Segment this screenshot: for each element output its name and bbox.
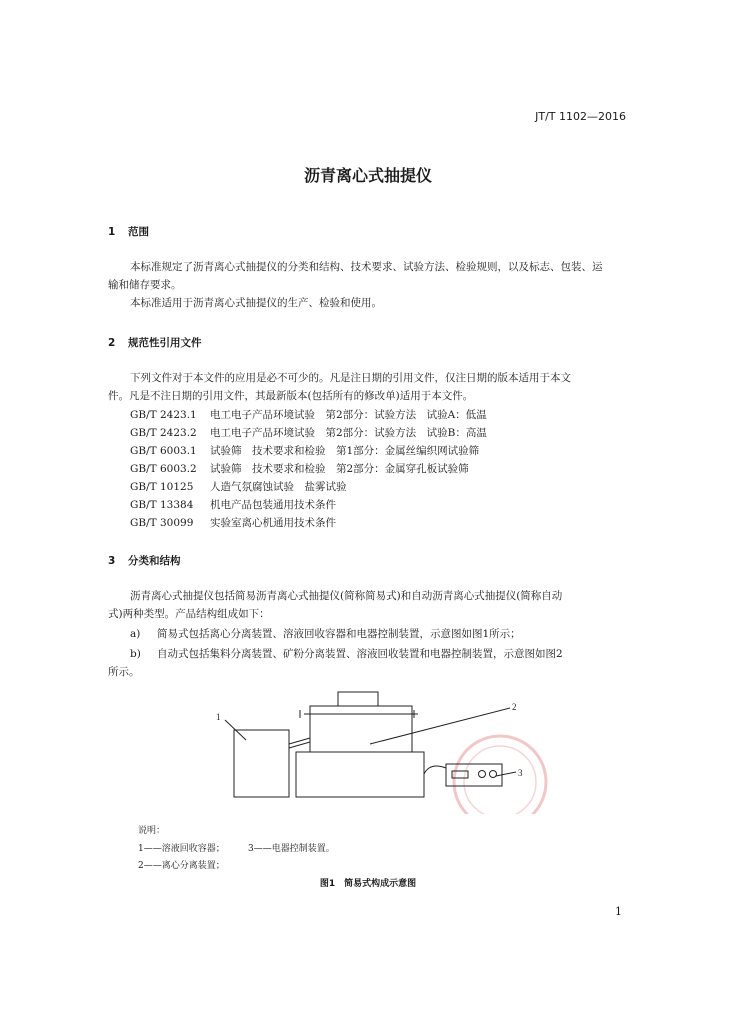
reference-item [130, 461, 469, 476]
figure-1-diagram [200, 684, 560, 814]
legend-item-3: 3——电器控制装置。 [248, 844, 335, 854]
legend-title: 说明： [138, 826, 166, 836]
reference-title: 人造气氛腐蚀试验 盐雾试验 [210, 481, 347, 493]
s2-intro-line-1: 下列文件对于本文件的应用是必不可少的。凡是注日期的引用文件，仅注日期的版本适用于本文 [130, 372, 571, 384]
reference-code: GB/T 2423.1 [130, 409, 197, 421]
callout-1: 1 [216, 712, 221, 722]
s1-paragraph-1-line-1: 本标准规定了沥青离心式抽提仪的分类和结构、技术要求、试验方法、检验规则，以及标志、包装、运 [130, 261, 603, 273]
section-3-heading [108, 553, 181, 568]
document-title: 沥青离心式抽提仪 [303, 166, 432, 185]
callout-2: 2 [512, 702, 517, 712]
reference-title: 实验室离心机通用技术条件 [210, 517, 336, 529]
reference-item [130, 497, 336, 512]
section-title: 范围 [128, 226, 149, 238]
legend-item-2: 2——离心分离装置； [138, 861, 225, 871]
list-item-b-text-line-2: 所示。 [108, 666, 140, 678]
s3-paragraph-line-1: 沥青离心式抽提仪包括简易沥青离心式抽提仪(简称简易式)和自动沥青离心式抽提仪(简称自动 [130, 590, 563, 602]
reference-title: 电工电子产品环境试验 第2部分：试验方法 试验B：高温 [210, 427, 487, 439]
reference-code: GB/T 10125 [130, 481, 194, 493]
reference-item [130, 425, 487, 440]
reference-code: GB/T 13384 [130, 499, 194, 511]
section-title: 规范性引用文件 [128, 337, 202, 349]
reference-title: 试验筛 技术要求和检验 第1部分：金属丝编织网试验筛 [210, 445, 480, 457]
section-1-heading [108, 224, 149, 239]
s1-paragraph-1-line-2: 输和储存要求。 [108, 279, 182, 291]
centrifuge-base [296, 752, 424, 797]
legend-item-1: 1——溶液回收容器； [138, 844, 225, 854]
section-number: 2 [108, 337, 116, 349]
reference-item [130, 407, 487, 422]
section-2-heading [108, 335, 202, 350]
reference-title: 机电产品包装通用技术条件 [210, 499, 336, 511]
reference-title: 试验筛 技术要求和检验 第2部分：金属穿孔板试验筛 [210, 463, 469, 475]
section-number: 3 [108, 555, 116, 567]
s3-paragraph-line-2: 式)两种类型。产品结构组成如下： [108, 608, 270, 620]
centrifuge-bowl [310, 706, 412, 752]
reference-code: GB/T 30099 [130, 517, 194, 529]
callout-3: 3 [518, 768, 523, 778]
list-item-b-marker: b) [130, 648, 141, 660]
reference-code: GB/T 2423.2 [130, 427, 197, 439]
standard-code-header: JT/T 1102—2016 [535, 110, 626, 123]
list-item-a-marker: a) [130, 628, 141, 640]
figure-1-caption: 图1 简易式构成示意图 [319, 879, 417, 889]
section-number: 1 [108, 226, 116, 238]
list-item-a-text: 简易式包括离心分离装置、溶液回收容器和电器控制装置，示意图如图1所示； [157, 628, 521, 640]
section-title: 分类和结构 [128, 555, 181, 567]
s2-intro-line-2: 件。凡是不注日期的引用文件，其最新版本(包括所有的修改单)适用于本文件。 [108, 390, 474, 402]
reference-code: GB/T 6003.2 [130, 463, 197, 475]
reference-code: GB/T 6003.1 [130, 445, 197, 457]
reference-title: 电工电子产品环境试验 第2部分：试验方法 试验A：低温 [210, 409, 487, 421]
reference-item [130, 443, 479, 458]
solution-recovery-container [234, 730, 289, 797]
reference-item [130, 515, 336, 530]
reference-item [130, 479, 347, 494]
s1-paragraph-2: 本标准适用于沥青离心式抽提仪的生产、检验和使用。 [130, 297, 382, 309]
list-item-b-text-line-1: 自动式包括集料分离装置、矿粉分离装置、溶液回收装置和电器控制装置，示意图如图2 [157, 648, 563, 660]
page-number: 1 [615, 905, 622, 918]
